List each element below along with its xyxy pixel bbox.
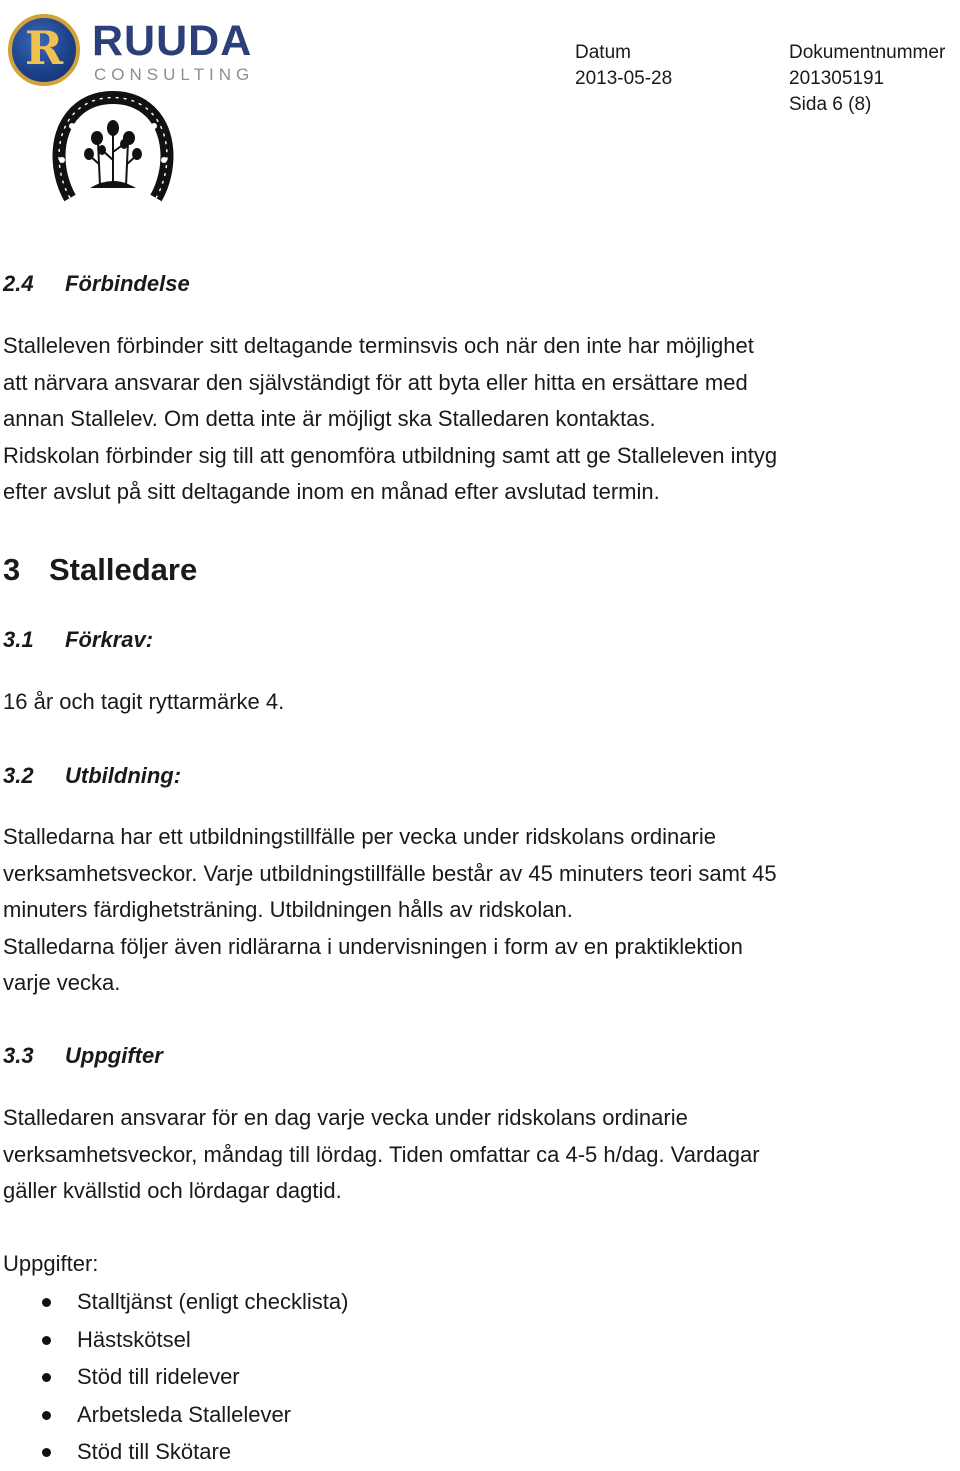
logo-initial: R <box>24 21 64 75</box>
text-line: Stalleleven förbinder sitt deltagande terminsvis och när den inte har möjlighet <box>3 333 754 358</box>
heading-number: 3.1 <box>3 627 34 652</box>
text-line: minuters färdighetsträning. Utbildningen hålls av ridskolan. <box>3 897 573 922</box>
bullet-icon <box>42 1448 51 1457</box>
paragraph-forkrav: 16 år och tagit ryttarmärke 4. <box>3 689 285 714</box>
list-label: Uppgifter: <box>3 1251 99 1276</box>
heading-3-2 <box>3 762 181 790</box>
heading-number: 2.4 <box>3 271 34 296</box>
list-item <box>0 1358 950 1396</box>
paragraph-uppgifter <box>3 1100 953 1210</box>
paragraph-forbindelse <box>3 328 953 511</box>
list-item <box>0 1396 950 1434</box>
text-line: att närvara ansvarar den självständigt för att byta eller hitta en ersättare med <box>3 369 748 395</box>
bullet-icon <box>42 1336 51 1345</box>
text-line: efter avslut på sitt deltagande inom en månad efter avslutad termin. <box>3 479 660 504</box>
document-number-block <box>789 40 945 118</box>
date-label: Datum <box>575 42 631 63</box>
heading-2-4 <box>3 270 190 298</box>
list-item-text: Stöd till ridelever <box>77 1364 240 1389</box>
heading-3-3 <box>3 1042 163 1070</box>
list-item-text: Stöd till Skötare <box>77 1439 232 1464</box>
bullet-icon <box>42 1373 51 1382</box>
heading-title: Förbindelse <box>65 271 190 296</box>
heading-number: 3.2 <box>3 763 34 788</box>
heading-3-1 <box>3 626 153 654</box>
text-line: verksamhetsveckor, måndag till lördag. Tiden omfattar ca 4-5 h/dag. Vardagar <box>3 1141 760 1167</box>
heading-number: 3.3 <box>3 1043 34 1068</box>
list-item <box>0 1321 950 1359</box>
logo-emblem <box>8 14 80 86</box>
company-logo <box>4 10 255 90</box>
text-line: annan Stallelev. Om detta inte är möjligt ska Stalledaren kontaktas. <box>3 406 656 431</box>
riding-club-seal <box>50 90 176 208</box>
list-item-text: Arbetsleda Stallelever <box>77 1401 292 1427</box>
heading-title: Förkrav: <box>65 627 154 652</box>
heading-3 <box>3 552 197 588</box>
text-line: Stalledarna har ett utbildningstillfälle per vecka under ridskolans ordinarie <box>3 824 716 849</box>
date-block <box>575 40 672 92</box>
heading-number: 3 <box>3 552 21 587</box>
text-line: gäller kvällstid och lördagar dagtid. <box>3 1178 342 1203</box>
heading-title: Uppgifter <box>65 1043 163 1068</box>
bullet-icon <box>42 1411 51 1420</box>
list-item-text: Stalltjänst (enligt checklista) <box>77 1289 349 1314</box>
list-item <box>0 1283 950 1321</box>
text-line: Ridskolan förbinder sig till att genomföra utbildning samt att ge Stalleleven intyg <box>3 442 778 468</box>
page-number: Sida 6 (8) <box>789 94 872 115</box>
task-list <box>0 1283 950 1471</box>
text-line: varje vecka. <box>3 970 121 995</box>
heading-title: Stalledare <box>49 552 198 587</box>
list-item-text: Hästskötsel <box>77 1326 191 1352</box>
logo-subtitle: CONSULTING <box>94 65 255 84</box>
document-number-label: Dokumentnummer <box>789 42 946 63</box>
bullet-icon <box>42 1298 51 1307</box>
logo-wordmark: RUUDA <box>92 17 253 65</box>
text-line: Stalledaren ansvarar för en dag varje vecka under ridskolans ordinarie <box>3 1105 688 1130</box>
paragraph-utbildning <box>3 819 953 1002</box>
date-value: 2013-05-28 <box>575 68 673 89</box>
text-line: Stalledarna följer även ridlärarna i undervisningen i form av en praktiklektion <box>3 933 743 959</box>
document-number-value: 201305191 <box>789 68 885 89</box>
heading-title: Utbildning: <box>65 763 182 788</box>
text-line: verksamhetsveckor. Varje utbildningstillfälle består av 45 minuters teori samt 45 <box>3 860 777 886</box>
